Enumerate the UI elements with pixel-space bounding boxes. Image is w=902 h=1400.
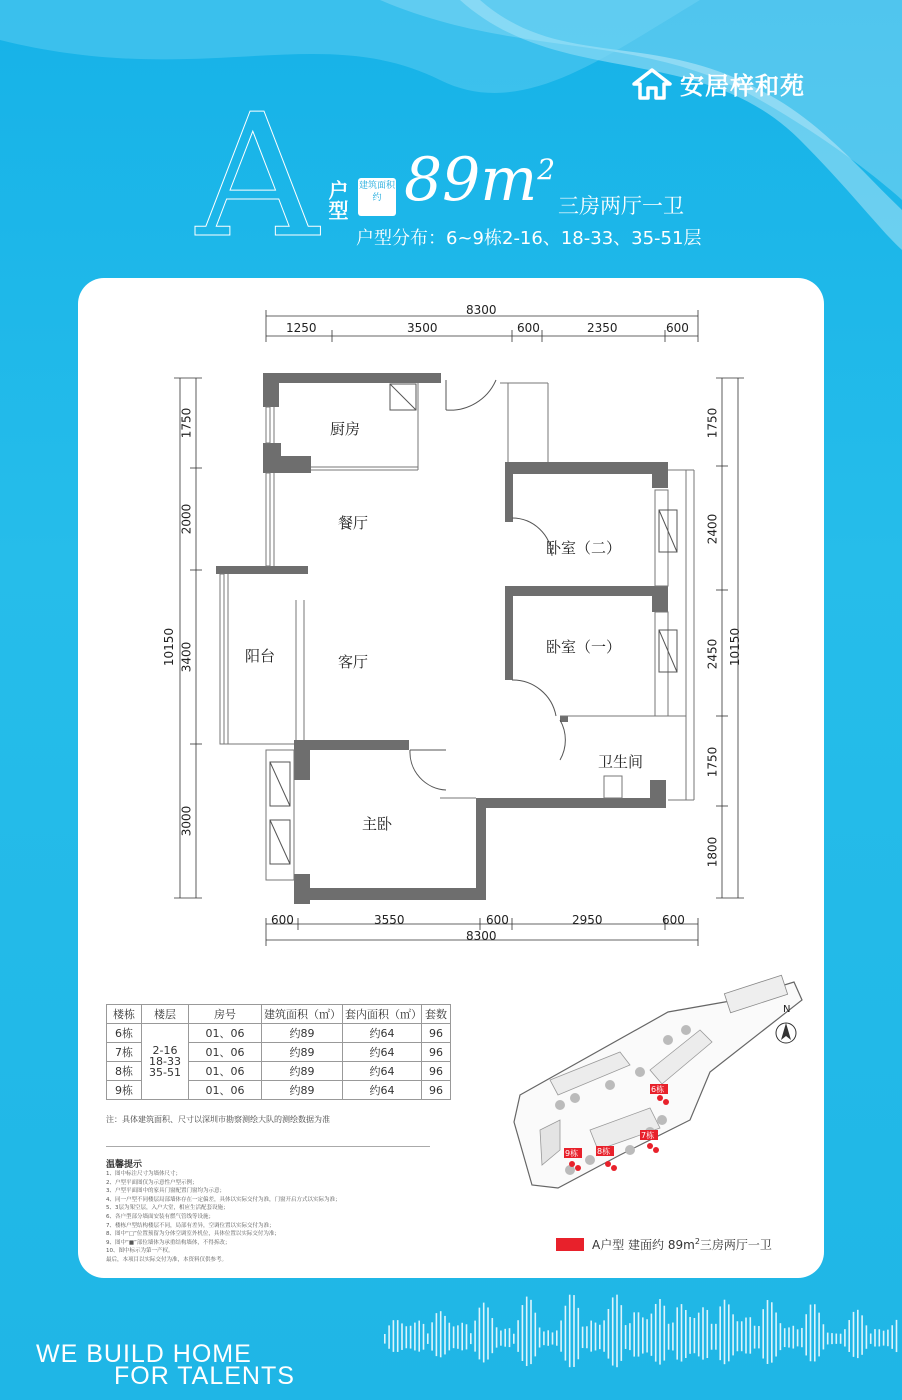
wave-bar — [569, 1295, 571, 1367]
room-master-bedroom: 主卧 — [362, 815, 393, 833]
wave-bar — [853, 1312, 855, 1357]
wave-bar — [814, 1304, 816, 1361]
wave-bar — [556, 1330, 558, 1345]
tip-line: 7、楼栋户型结构楼层不同，局部有差异，空调位置以实际交付为准； — [106, 1222, 275, 1229]
left-dim-1: 1750 — [179, 407, 194, 439]
wave-bar — [672, 1323, 674, 1351]
wave-bar — [883, 1331, 885, 1346]
cell-count: 96 — [422, 1043, 451, 1062]
left-dim-4: 3000 — [179, 805, 194, 837]
right-dim-1: 1750 — [705, 407, 720, 439]
wave-bar — [685, 1310, 687, 1358]
wave-bar — [388, 1325, 390, 1348]
tip-line: 8、图中“□”位置预留为分体空调室外机位，具体位置以实际交付为准； — [106, 1231, 280, 1238]
wave-bar — [646, 1319, 648, 1352]
wave-bar — [651, 1314, 653, 1356]
tip-line: 6、各户型部分墙面安装有燃气管线等设施； — [106, 1213, 215, 1220]
room-balcony: 阳台 — [245, 647, 276, 665]
wave-bar — [479, 1308, 481, 1360]
bottom-dim-1: 600 — [271, 913, 294, 927]
wave-bar — [487, 1307, 489, 1359]
wave-bar — [664, 1306, 666, 1361]
th-net-area: 套内面积（㎡） — [343, 1005, 422, 1024]
room-bedroom1: 卧室（一） — [546, 638, 622, 656]
site-building-8: 8栋 — [597, 1147, 611, 1156]
wave-bar — [633, 1312, 635, 1356]
wave-bar — [810, 1305, 812, 1362]
wave-bar — [638, 1312, 640, 1356]
cell-count: 96 — [422, 1062, 451, 1081]
wave-bar — [621, 1305, 623, 1361]
cell-building: 6栋 — [107, 1024, 142, 1043]
tip-line: 9、图中“■”部位墙体为承重结构墙体，不得拆改； — [106, 1239, 231, 1246]
tip-line: 4、同一户型不同楼层局部墙体存在一定偏差，具体以实际交付为准，门窗开启方式以实际为准； — [106, 1196, 341, 1203]
wave-bar — [590, 1321, 592, 1352]
wave-bar — [470, 1333, 472, 1344]
right-dim-3: 2450 — [705, 638, 720, 670]
wave-bar — [625, 1325, 627, 1349]
site-building-9: 9栋 — [565, 1149, 579, 1158]
wave-bar — [629, 1323, 631, 1350]
tip-line: 5、3层为架空层，入户大堂，相应生活配套设施； — [106, 1205, 229, 1212]
room-bathroom: 卫生间 — [598, 753, 644, 771]
wave-bar — [818, 1313, 820, 1357]
wave-bar — [384, 1334, 386, 1344]
wave-bar — [793, 1326, 795, 1349]
wave-bar — [891, 1325, 893, 1349]
wave-bar — [737, 1321, 739, 1351]
wave-bar — [668, 1324, 670, 1350]
wave-bar — [526, 1297, 528, 1366]
site-plan — [500, 960, 820, 1230]
cell-count: 96 — [422, 1081, 451, 1100]
unit-distribution: 户型分布：6~9栋2-16、18-33、35-51层 — [356, 228, 702, 249]
wave-bar — [655, 1304, 657, 1362]
bottom-total-dimension: 8300 — [466, 929, 497, 943]
unit-type-letter: A — [196, 78, 319, 276]
wave-bar — [496, 1327, 498, 1347]
wave-bar — [681, 1304, 683, 1361]
cell-room: 01、06 — [189, 1024, 262, 1043]
wave-bar — [492, 1318, 494, 1353]
wave-bar — [573, 1295, 575, 1367]
wave-bar — [461, 1323, 463, 1351]
right-dim-2: 2400 — [705, 513, 720, 545]
legend-text: A户型 建面约 $89m^2$三房两厅一卫 — [592, 1237, 772, 1252]
cell-building: 8栋 — [107, 1062, 142, 1081]
wave-bar — [552, 1332, 554, 1344]
room-living: 客厅 — [338, 653, 369, 671]
wave-bar — [547, 1330, 549, 1346]
wave-bar — [724, 1300, 726, 1364]
bottom-dim-2: 3550 — [374, 913, 405, 927]
cell-gross: 约89 — [262, 1081, 343, 1100]
wave-bar — [603, 1320, 605, 1351]
bottom-dim-4: 2950 — [572, 913, 603, 927]
legend-swatch — [556, 1238, 584, 1251]
tips-title: 温馨提示 — [106, 1160, 143, 1170]
wave-bar — [578, 1308, 580, 1359]
wave-bars — [380, 1270, 902, 1370]
wave-bar — [745, 1318, 747, 1354]
left-dim-3: 3400 — [179, 641, 194, 673]
wave-bar — [866, 1325, 868, 1348]
cell-gross: 约89 — [262, 1062, 343, 1081]
wave-bar — [780, 1323, 782, 1350]
wave-bar — [750, 1317, 752, 1353]
th-floor: 楼层 — [142, 1005, 189, 1024]
wave-bar — [762, 1309, 764, 1358]
wave-bar — [836, 1334, 838, 1344]
wave-bar — [543, 1331, 545, 1345]
cell-room: 01、06 — [189, 1081, 262, 1100]
wave-bar — [410, 1326, 412, 1349]
bottom-dim-5: 600 — [662, 913, 685, 927]
area-value: $89m^2$ — [404, 145, 556, 215]
room-layout: 三房两厅一卫 — [558, 194, 684, 218]
room-dining: 餐厅 — [338, 514, 369, 532]
floor-range-2: 18-33 — [149, 1055, 181, 1068]
divider — [106, 1146, 430, 1147]
wave-bar — [449, 1323, 451, 1351]
wave-bar — [758, 1326, 760, 1348]
cell-gross: 约89 — [262, 1024, 343, 1043]
wave-bar — [436, 1313, 438, 1356]
table-note: 注：具体建筑面积、尺寸以深圳市勘察测绘大队的测绘数据为准 — [106, 1115, 330, 1124]
area-tag: 建筑面积约 — [358, 178, 396, 216]
wave-bar — [504, 1329, 506, 1347]
bottom-dim-3: 600 — [486, 913, 509, 927]
wave-bar — [517, 1320, 519, 1352]
cell-building: 9栋 — [107, 1081, 142, 1100]
top-total-dimension: 8300 — [466, 303, 497, 317]
wave-bar — [767, 1300, 769, 1364]
cell-net: 约64 — [343, 1024, 422, 1043]
wave-bar — [728, 1304, 730, 1361]
wave-bar — [870, 1334, 872, 1344]
right-total-dimension: 10150 — [728, 627, 743, 667]
wave-bar — [879, 1329, 881, 1346]
wave-bar — [530, 1300, 532, 1364]
wave-bar — [805, 1314, 807, 1355]
site-building-6: 6栋 — [651, 1085, 665, 1094]
wave-bar — [565, 1306, 567, 1361]
wave-bar — [823, 1324, 825, 1349]
cell-room: 01、06 — [189, 1043, 262, 1062]
wave-bar — [784, 1328, 786, 1347]
cell-count: 96 — [422, 1024, 451, 1043]
wave-bar — [457, 1325, 459, 1348]
wave-bar — [513, 1334, 515, 1344]
wave-bar — [522, 1305, 524, 1361]
right-dim-4: 1750 — [705, 746, 720, 778]
wave-bar — [444, 1316, 446, 1355]
wave-bar — [535, 1313, 537, 1357]
cell-net: 约64 — [343, 1043, 422, 1062]
wave-bar — [612, 1297, 614, 1365]
th-building: 楼栋 — [107, 1005, 142, 1024]
wave-bar — [595, 1323, 597, 1351]
top-dim-3: 600 — [517, 321, 540, 335]
wave-bar — [401, 1323, 403, 1350]
wave-bar — [431, 1322, 433, 1350]
wave-bar — [582, 1327, 584, 1348]
tip-line: 10、图中标示为第一产权。 — [106, 1248, 174, 1255]
wave-bar — [874, 1329, 876, 1346]
wave-bar — [509, 1328, 511, 1347]
wave-bar — [616, 1295, 618, 1368]
wave-bar — [827, 1333, 829, 1345]
wave-bar — [857, 1310, 859, 1358]
cell-building: 7栋 — [107, 1043, 142, 1062]
wave-bar — [453, 1326, 455, 1348]
cell-room: 01、06 — [189, 1062, 262, 1081]
top-dim-2: 3500 — [407, 321, 438, 335]
tip-line: 1、图中标注尺寸为墙体尺寸； — [106, 1171, 182, 1177]
brand-name: 安居梓和苑 — [680, 72, 805, 100]
wave-bar — [732, 1314, 734, 1355]
left-total-dimension: 10150 — [162, 627, 177, 667]
wave-bar — [466, 1324, 468, 1349]
wave-bar — [689, 1317, 691, 1354]
north-label: N — [783, 1004, 791, 1015]
room-kitchen: 厨房 — [330, 420, 361, 438]
wave-bar — [642, 1317, 644, 1353]
wave-bar — [608, 1309, 610, 1359]
wave-bar — [771, 1302, 773, 1362]
wave-bar — [423, 1324, 425, 1350]
wave-bar — [659, 1299, 661, 1365]
wave-bar — [483, 1303, 485, 1363]
th-gross-area: 建筑面积（㎡） — [262, 1005, 343, 1024]
top-dim-4: 2350 — [587, 321, 618, 335]
wave-bar — [393, 1320, 395, 1352]
wave-bar — [500, 1331, 502, 1346]
site-building-7: 7栋 — [641, 1131, 655, 1140]
top-dim-1: 1250 — [286, 321, 317, 335]
wave-bar — [440, 1311, 442, 1357]
wave-bar — [848, 1320, 850, 1352]
tip-line: 最后，本项目以实际交付为准，本资料仅供参考。 — [106, 1256, 228, 1263]
footer-line-1: WE BUILD HOME — [36, 1340, 252, 1368]
cell-net: 约64 — [343, 1062, 422, 1081]
wave-bar — [560, 1320, 562, 1351]
floor-range-3: 35-51 — [149, 1066, 181, 1079]
tip-line: 2、户型平面图仅为示意性户型示例； — [106, 1179, 198, 1186]
wave-bar — [539, 1327, 541, 1347]
wave-bar — [707, 1310, 709, 1358]
legend — [556, 1236, 772, 1253]
wave-bar — [418, 1321, 420, 1352]
wave-bar — [702, 1307, 704, 1359]
wave-bar — [741, 1321, 743, 1351]
wave-bar — [887, 1330, 889, 1347]
wave-bar — [719, 1306, 721, 1360]
unit-type-word: 户型 — [325, 180, 349, 220]
cell-net: 约64 — [343, 1081, 422, 1100]
right-dim-5: 1800 — [705, 836, 720, 868]
wave-bar — [698, 1313, 700, 1357]
wave-bar — [775, 1312, 777, 1356]
wave-bar — [474, 1321, 476, 1352]
table-row — [107, 1024, 451, 1043]
wave-bar — [414, 1323, 416, 1351]
room-bedroom2: 卧室（二） — [546, 539, 622, 557]
wave-bar — [711, 1324, 713, 1350]
wave-bar — [788, 1327, 790, 1347]
cell-floors — [142, 1024, 189, 1100]
wave-bar — [599, 1325, 601, 1349]
footer-line-2: FOR TALENTS — [114, 1362, 295, 1390]
wave-bar — [754, 1326, 756, 1349]
doors — [410, 380, 565, 790]
wave-bar — [586, 1326, 588, 1348]
unit-table — [106, 1004, 451, 1100]
wave-bar — [840, 1334, 842, 1344]
wave-bar — [801, 1328, 803, 1347]
th-room: 房号 — [189, 1005, 262, 1024]
wave-bar — [715, 1324, 717, 1350]
wave-bar — [427, 1333, 429, 1344]
wave-bar — [694, 1318, 696, 1353]
cell-gross: 约89 — [262, 1043, 343, 1062]
tip-line: 3、户型平面图中的家具门窗配置门窗均为示意； — [106, 1188, 226, 1195]
tips-list — [106, 1170, 426, 1265]
th-count: 套数 — [422, 1005, 451, 1024]
top-dim-5: 600 — [666, 321, 689, 335]
left-dim-2: 2000 — [179, 503, 194, 535]
wave-bar — [397, 1320, 399, 1352]
wave-bar — [406, 1326, 408, 1348]
wave-bar — [896, 1320, 898, 1352]
wave-bar — [831, 1333, 833, 1344]
wave-bar — [844, 1329, 846, 1346]
floor-range-1: 2-16 — [152, 1044, 178, 1057]
wave-bar — [676, 1307, 678, 1359]
wave-bar — [861, 1315, 863, 1354]
wave-bar — [797, 1329, 799, 1346]
